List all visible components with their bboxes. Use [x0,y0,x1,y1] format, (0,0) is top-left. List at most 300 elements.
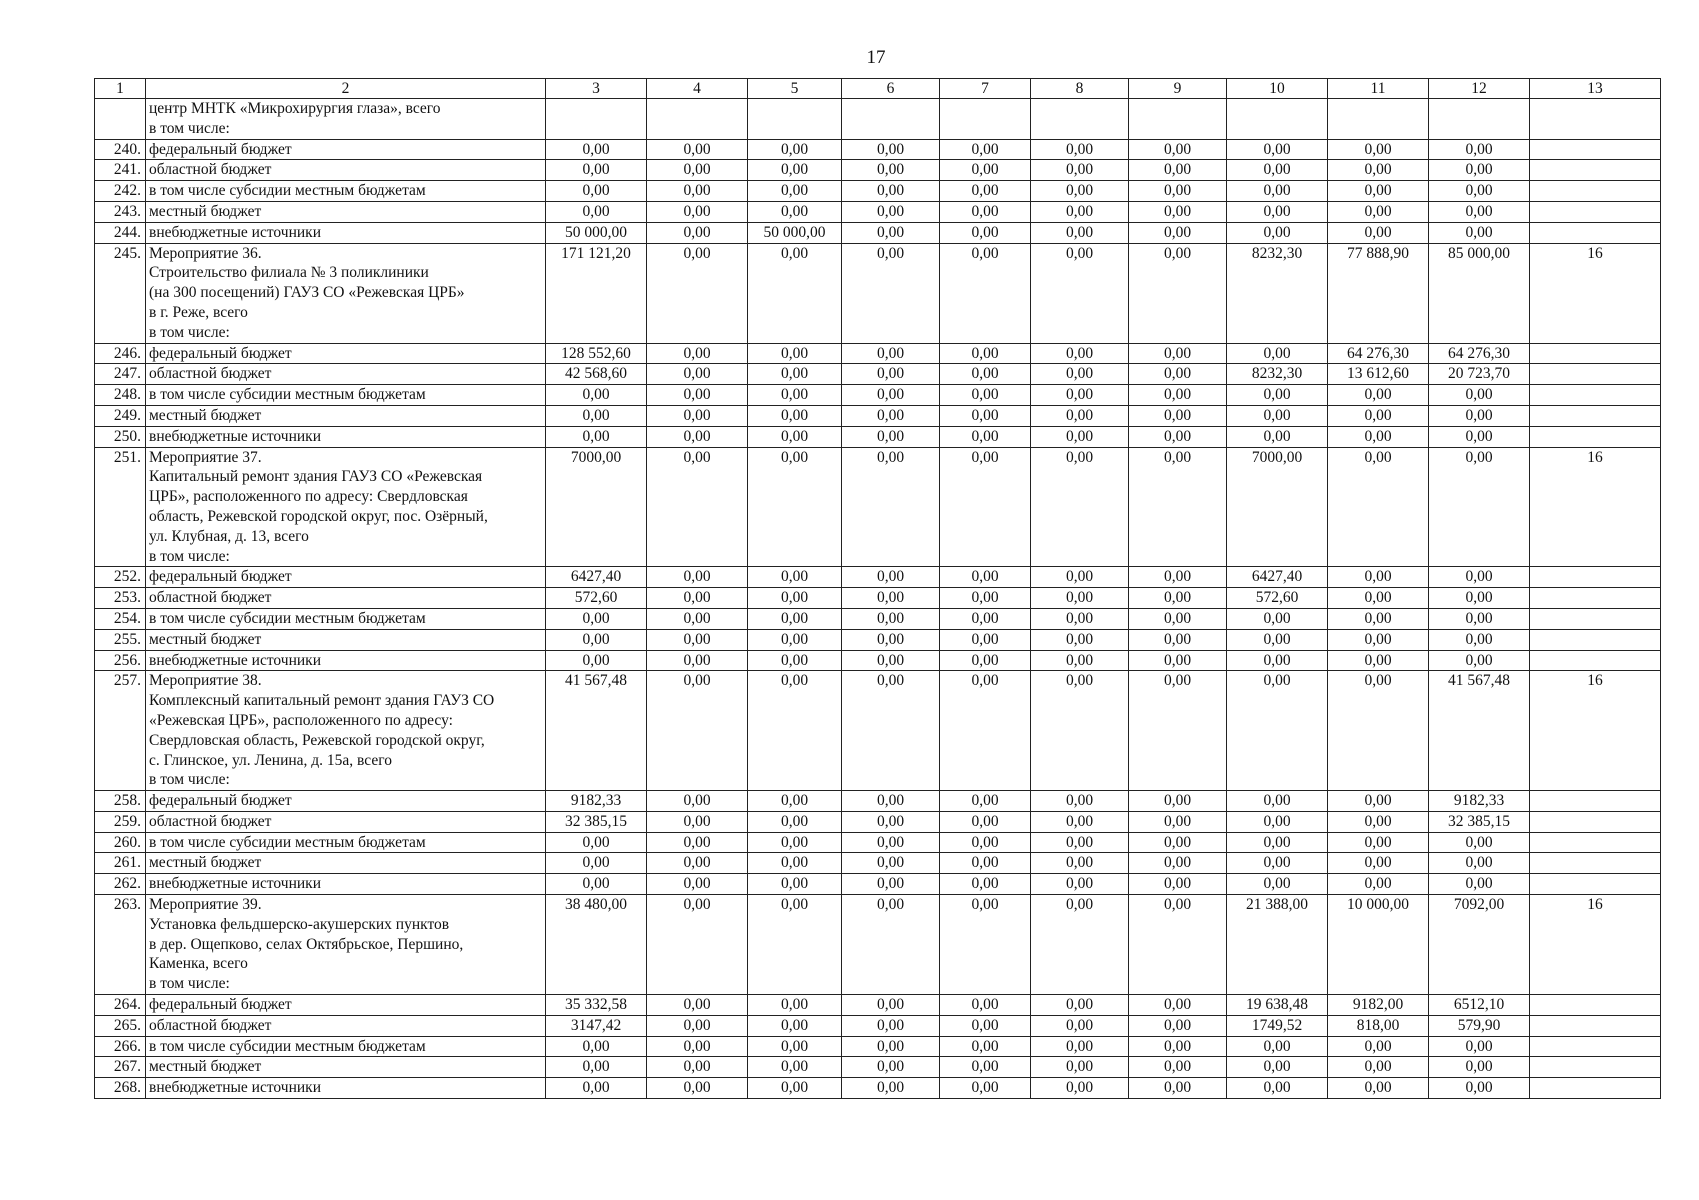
description-line: местный бюджет [149,1058,262,1076]
value-cell: 0,00 [647,222,748,243]
row-number: 253. [95,588,146,609]
column-13-cell [1530,995,1661,1016]
value-cell: 0,00 [842,608,940,629]
value-cell: 0,00 [1129,222,1227,243]
description-line: в том числе субсидии местным бюджетам [149,833,426,851]
row-description [146,405,546,426]
value-cell: 0,00 [1129,650,1227,671]
value-cell: 0,00 [1227,405,1328,426]
row-number: 258. [95,791,146,812]
description-line: Каменка, всего [149,955,248,973]
value-cell: 21 388,00 [1227,895,1328,995]
value-cell: 0,00 [1129,181,1227,202]
description-line: местный бюджет [149,854,262,872]
column-13-cell [1530,405,1661,426]
value-cell: 0,00 [1429,1036,1530,1057]
value-cell: 0,00 [647,608,748,629]
value-cell: 0,00 [1227,343,1328,364]
value-cell: 0,00 [546,832,647,853]
value-cell: 0,00 [1031,364,1129,385]
column-13-cell [1530,567,1661,588]
value-cell: 0,00 [647,1057,748,1078]
value-cell: 0,00 [748,447,842,567]
table-row [95,832,1661,853]
value-cell: 0,00 [1129,160,1227,181]
value-cell: 0,00 [1129,139,1227,160]
value-cell: 0,00 [940,243,1031,343]
value-cell: 0,00 [748,139,842,160]
column-13-cell [1530,791,1661,812]
row-description [146,1036,546,1057]
description-line: областной бюджет [149,812,272,830]
value-cell: 0,00 [647,567,748,588]
description-line: федеральный бюджет [149,344,292,362]
value-cell: 0,00 [647,995,748,1016]
value-cell: 0,00 [1328,1078,1429,1099]
value-cell: 0,00 [1328,874,1429,895]
value-cell: 0,00 [1031,629,1129,650]
column-13-cell [1530,1036,1661,1057]
value-cell: 0,00 [748,895,842,995]
table-row [95,181,1661,202]
value-cell: 0,00 [1227,874,1328,895]
description-line: в том числе субсидии местным бюджетам [149,182,426,200]
row-number: 266. [95,1036,146,1057]
row-description [146,160,546,181]
value-cell: 38 480,00 [546,895,647,995]
row-number: 260. [95,832,146,853]
value-cell: 0,00 [940,671,1031,791]
value-cell: 0,00 [748,364,842,385]
column-header: 1 [95,79,146,99]
value-cell: 0,00 [1227,629,1328,650]
description-line: ЦРБ», расположенного по адресу: Свердловская [149,488,468,506]
value-cell: 0,00 [940,588,1031,609]
row-description [146,343,546,364]
value-cell: 0,00 [1227,181,1328,202]
value-cell: 0,00 [748,1036,842,1057]
value-cell: 0,00 [546,385,647,406]
value-cell: 0,00 [842,201,940,222]
table-row [95,567,1661,588]
value-cell: 0,00 [842,832,940,853]
row-number: 241. [95,160,146,181]
value-cell: 0,00 [1328,791,1429,812]
value-cell: 0,00 [940,201,1031,222]
description-line: местный бюджет [149,406,262,424]
column-13-cell: 16 [1530,243,1661,343]
row-number: 267. [95,1057,146,1078]
description-line: в том числе субсидии местным бюджетам [149,1037,426,1055]
value-cell: 64 276,30 [1429,343,1530,364]
value-cell: 0,00 [1328,567,1429,588]
value-cell: 0,00 [940,447,1031,567]
value-cell [842,99,940,140]
description-line: Свердловская область, Режевской городской округ, [149,731,485,749]
value-cell: 0,00 [1227,426,1328,447]
column-13-cell [1530,181,1661,202]
value-cell: 0,00 [1328,426,1429,447]
value-cell: 0,00 [1328,832,1429,853]
value-cell: 0,00 [1129,405,1227,426]
column-13-cell [1530,222,1661,243]
value-cell: 0,00 [1129,671,1227,791]
value-cell: 0,00 [546,874,647,895]
description-line: в г. Реже, всего [149,303,248,321]
table-row [95,447,1661,567]
page-number: 17 [866,47,886,68]
value-cell: 8232,30 [1227,364,1328,385]
description-line: в том числе: [149,975,230,993]
column-13-cell: 16 [1530,447,1661,567]
value-cell: 0,00 [1328,650,1429,671]
description-line: федеральный бюджет [149,140,292,158]
description-line: внебюджетные источники [149,427,321,445]
value-cell: 0,00 [1429,181,1530,202]
value-cell: 0,00 [1429,160,1530,181]
description-line: Мероприятие 38. [149,672,262,690]
value-cell: 0,00 [842,181,940,202]
row-number: 268. [95,1078,146,1099]
value-cell: 0,00 [748,1078,842,1099]
value-cell: 171 121,20 [546,243,647,343]
value-cell: 0,00 [748,1057,842,1078]
value-cell: 0,00 [1031,832,1129,853]
value-cell: 0,00 [1429,567,1530,588]
value-cell [1031,99,1129,140]
value-cell: 0,00 [1031,567,1129,588]
value-cell: 0,00 [842,160,940,181]
row-number: 240. [95,139,146,160]
value-cell: 0,00 [1227,201,1328,222]
value-cell: 0,00 [546,1036,647,1057]
row-number: 254. [95,608,146,629]
value-cell: 0,00 [842,650,940,671]
value-cell: 0,00 [647,853,748,874]
value-cell: 0,00 [1129,608,1227,629]
value-cell: 0,00 [1328,201,1429,222]
value-cell: 10 000,00 [1328,895,1429,995]
value-cell: 0,00 [842,1015,940,1036]
column-13-cell [1530,1015,1661,1036]
value-cell: 0,00 [842,995,940,1016]
column-13-cell [1530,364,1661,385]
value-cell: 0,00 [1227,671,1328,791]
description-line: областной бюджет [149,365,272,383]
value-cell: 0,00 [1429,832,1530,853]
value-cell: 0,00 [647,588,748,609]
value-cell: 7000,00 [1227,447,1328,567]
value-cell: 0,00 [647,895,748,995]
column-13-cell [1530,426,1661,447]
value-cell: 0,00 [1031,222,1129,243]
value-cell: 0,00 [1031,1015,1129,1036]
column-13-cell [1530,343,1661,364]
value-cell: 0,00 [842,629,940,650]
description-line: внебюджетные источники [149,875,321,893]
value-cell: 0,00 [647,343,748,364]
value-cell: 0,00 [842,895,940,995]
value-cell: 0,00 [748,385,842,406]
column-header: 7 [940,79,1031,99]
value-cell: 0,00 [940,364,1031,385]
column-13-cell [1530,588,1661,609]
value-cell: 0,00 [1031,895,1129,995]
budget-table [94,78,1661,1099]
column-header: 5 [748,79,842,99]
row-description [146,426,546,447]
value-cell: 6427,40 [546,567,647,588]
value-cell: 0,00 [1031,405,1129,426]
value-cell: 0,00 [647,671,748,791]
row-number: 263. [95,895,146,995]
value-cell: 0,00 [647,139,748,160]
value-cell: 0,00 [842,426,940,447]
value-cell: 0,00 [1227,832,1328,853]
row-description [146,811,546,832]
value-cell: 0,00 [1031,426,1129,447]
value-cell: 0,00 [546,650,647,671]
value-cell: 0,00 [647,243,748,343]
value-cell: 0,00 [748,160,842,181]
value-cell: 0,00 [1328,1036,1429,1057]
description-line: федеральный бюджет [149,568,292,586]
value-cell: 0,00 [1429,447,1530,567]
value-cell: 0,00 [1429,629,1530,650]
column-13-cell [1530,853,1661,874]
value-cell: 50 000,00 [748,222,842,243]
value-cell: 0,00 [1129,385,1227,406]
value-cell: 0,00 [1129,791,1227,812]
row-number: 246. [95,343,146,364]
value-cell: 0,00 [748,791,842,812]
value-cell: 0,00 [1429,874,1530,895]
row-description [146,629,546,650]
table-row [95,629,1661,650]
value-cell [1129,99,1227,140]
row-number: 256. [95,650,146,671]
value-cell: 128 552,60 [546,343,647,364]
value-cell: 0,00 [647,1078,748,1099]
table-row [95,995,1661,1016]
value-cell: 0,00 [842,588,940,609]
value-cell: 0,00 [842,1057,940,1078]
value-cell: 0,00 [647,629,748,650]
row-description [146,99,546,140]
value-cell: 0,00 [842,671,940,791]
column-13-cell [1530,832,1661,853]
value-cell: 0,00 [647,832,748,853]
value-cell: 0,00 [748,650,842,671]
value-cell: 0,00 [1031,160,1129,181]
value-cell: 0,00 [1031,447,1129,567]
value-cell: 0,00 [1031,243,1129,343]
value-cell: 0,00 [1031,791,1129,812]
value-cell: 0,00 [647,1036,748,1057]
value-cell: 0,00 [647,874,748,895]
description-line: федеральный бюджет [149,996,292,1014]
row-description [146,832,546,853]
value-cell: 6427,40 [1227,567,1328,588]
value-cell: 0,00 [1031,608,1129,629]
table-row [95,650,1661,671]
value-cell: 42 568,60 [546,364,647,385]
description-line: в том числе: [149,323,230,341]
value-cell: 0,00 [1031,1036,1129,1057]
value-cell: 0,00 [1129,201,1227,222]
description-line: Мероприятие 37. [149,448,262,466]
value-cell: 0,00 [1227,1078,1328,1099]
row-description [146,181,546,202]
row-description [146,995,546,1016]
row-description [146,588,546,609]
row-description [146,1078,546,1099]
column-13-cell [1530,1078,1661,1099]
value-cell [647,99,748,140]
value-cell: 0,00 [842,1036,940,1057]
value-cell: 32 385,15 [546,811,647,832]
value-cell: 0,00 [940,1078,1031,1099]
value-cell: 0,00 [940,139,1031,160]
value-cell: 0,00 [647,385,748,406]
value-cell: 0,00 [1429,201,1530,222]
value-cell: 0,00 [842,139,940,160]
value-cell: 0,00 [647,811,748,832]
row-number: 259. [95,811,146,832]
value-cell: 0,00 [940,811,1031,832]
description-line: Установка фельдшерско-акушерских пунктов [149,915,450,933]
description-line: ул. Клубная, д. 13, всего [149,527,309,545]
value-cell: 0,00 [1031,671,1129,791]
row-number: 264. [95,995,146,1016]
description-line: областной бюджет [149,589,272,607]
value-cell: 0,00 [1429,650,1530,671]
value-cell: 0,00 [1227,1057,1328,1078]
value-cell: 0,00 [1328,588,1429,609]
value-cell: 0,00 [842,567,940,588]
value-cell: 85 000,00 [1429,243,1530,343]
value-cell: 0,00 [748,1015,842,1036]
description-line: внебюджетные источники [149,651,321,669]
description-line: (на 300 посещений) ГАУЗ СО «Режевская ЦРБ» [149,284,465,302]
value-cell: 0,00 [1129,874,1227,895]
column-header: 11 [1328,79,1429,99]
description-line: в том числе: [149,771,230,789]
value-cell: 0,00 [1328,160,1429,181]
value-cell: 0,00 [940,1057,1031,1078]
value-cell: 0,00 [1328,608,1429,629]
value-cell [1227,99,1328,140]
value-cell: 0,00 [1328,181,1429,202]
value-cell: 579,90 [1429,1015,1530,1036]
value-cell: 0,00 [647,1015,748,1036]
table-row [95,222,1661,243]
value-cell: 0,00 [748,853,842,874]
value-cell: 0,00 [1328,811,1429,832]
value-cell: 20 723,70 [1429,364,1530,385]
description-line: с. Глинское, ул. Ленина, д. 15а, всего [149,751,392,769]
description-line: Капитальный ремонт здания ГАУЗ СО «Режевская [149,468,483,486]
value-cell: 0,00 [1328,385,1429,406]
value-cell: 0,00 [842,405,940,426]
value-cell: 0,00 [1227,853,1328,874]
value-cell: 0,00 [1328,405,1429,426]
row-description [146,364,546,385]
description-line: центр МНТК «Микрохирургия глаза», всего [149,100,441,117]
value-cell: 0,00 [647,447,748,567]
column-13-cell [1530,99,1661,140]
value-cell: 0,00 [647,181,748,202]
value-cell: 0,00 [1129,364,1227,385]
row-number: 248. [95,385,146,406]
value-cell: 0,00 [1429,588,1530,609]
row-description [146,1015,546,1036]
column-13-cell: 16 [1530,895,1661,995]
value-cell: 0,00 [1429,222,1530,243]
value-cell: 0,00 [940,650,1031,671]
value-cell: 0,00 [940,791,1031,812]
value-cell: 0,00 [546,629,647,650]
table-row [95,405,1661,426]
table-row [95,588,1661,609]
value-cell: 0,00 [1129,567,1227,588]
table-row [95,160,1661,181]
column-13-cell [1530,608,1661,629]
value-cell: 0,00 [1328,447,1429,567]
value-cell: 0,00 [1129,1078,1227,1099]
value-cell: 0,00 [1129,895,1227,995]
table-row [95,811,1661,832]
value-cell: 41 567,48 [1429,671,1530,791]
table-row [95,1015,1661,1036]
row-number: 255. [95,629,146,650]
column-13-cell [1530,160,1661,181]
table-row [95,791,1661,812]
value-cell: 0,00 [842,791,940,812]
row-description [146,650,546,671]
row-number: 257. [95,671,146,791]
column-13-cell [1530,874,1661,895]
value-cell: 0,00 [748,201,842,222]
value-cell: 0,00 [940,995,1031,1016]
description-line: область, Режевской городской округ, пос. Озёрный, [149,507,488,525]
value-cell: 0,00 [1129,588,1227,609]
row-number: 250. [95,426,146,447]
column-header: 10 [1227,79,1328,99]
description-line: федеральный бюджет [149,792,292,810]
value-cell: 0,00 [748,343,842,364]
table-row [95,364,1661,385]
value-cell [748,99,842,140]
description-line: местный бюджет [149,630,262,648]
value-cell: 0,00 [1429,139,1530,160]
value-cell: 0,00 [546,405,647,426]
value-cell: 9182,33 [546,791,647,812]
column-13-cell [1530,385,1661,406]
column-13-cell [1530,139,1661,160]
value-cell: 0,00 [940,181,1031,202]
value-cell: 0,00 [940,567,1031,588]
value-cell: 0,00 [1031,343,1129,364]
column-13-cell [1530,629,1661,650]
value-cell: 19 638,48 [1227,995,1328,1016]
row-description [146,222,546,243]
value-cell: 0,00 [1129,1036,1227,1057]
value-cell: 0,00 [647,791,748,812]
value-cell: 0,00 [546,1057,647,1078]
value-cell: 0,00 [842,222,940,243]
value-cell: 0,00 [1429,608,1530,629]
